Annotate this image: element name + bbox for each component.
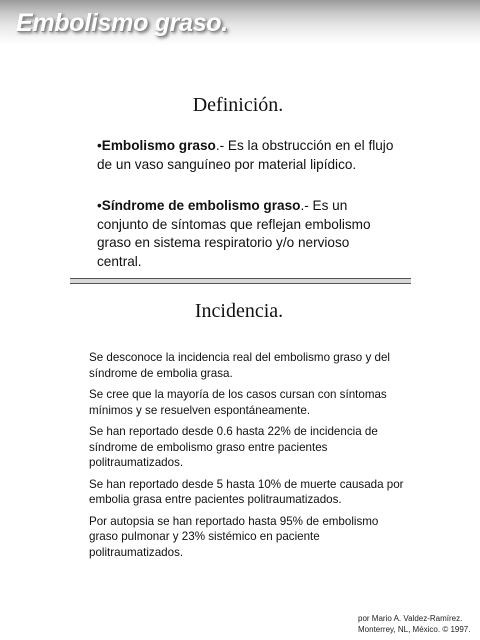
incidencia-item: Se desconoce la incidencia real del embolismo graso y del síndrome de embolia grasa. — [89, 351, 390, 380]
definition-term: Embolismo graso — [101, 138, 216, 153]
bullet: • — [97, 138, 102, 153]
page-title: Embolismo graso. — [16, 9, 228, 37]
definicion-heading: Definición. — [192, 94, 284, 116]
definition-item — [97, 197, 397, 271]
title-banner — [0, 0, 480, 46]
author-line: por Mario A. Valdez-Ramírez. — [358, 614, 463, 623]
location-copyright-line: Monterrey, NL, México. © 1997. — [358, 625, 471, 634]
incidencia-item: Se cree que la mayoría de los casos cursan con síntomas mínimos y se resuelven espontáneamente. — [89, 388, 387, 417]
incidencia-list — [89, 350, 409, 566]
definition-term: Síndrome de embolismo graso — [101, 198, 301, 213]
definition-item — [97, 137, 397, 174]
author-credit — [358, 613, 470, 635]
incidencia-heading: Incidencia. — [194, 300, 284, 322]
incidencia-item: Se han reportado desde 5 hasta 10% de muerte causada por embolia grasa entre pacientes politraumatizados. — [89, 477, 404, 506]
bullet: • — [97, 198, 102, 213]
incidencia-item: Se han reportado desde 0.6 hasta 22% de incidencia de síndrome de embolismo graso entre pacientes politraumatizados. — [89, 425, 378, 469]
definition-text: .- Es un conjunto de síntomas que reflejan embolismo graso en sistema respiratorio y/o nervioso central. — [97, 198, 371, 269]
definition-text: .- Es la obstrucción en el flujo de un vaso sanguíneo por material lipídico. — [97, 138, 394, 172]
incidencia-item: Por autopsia se han reportado hasta 95% de embolismo graso pulmonar y 23% sistémico en paciente politraumatizados. — [89, 514, 379, 559]
section-divider — [70, 278, 411, 284]
